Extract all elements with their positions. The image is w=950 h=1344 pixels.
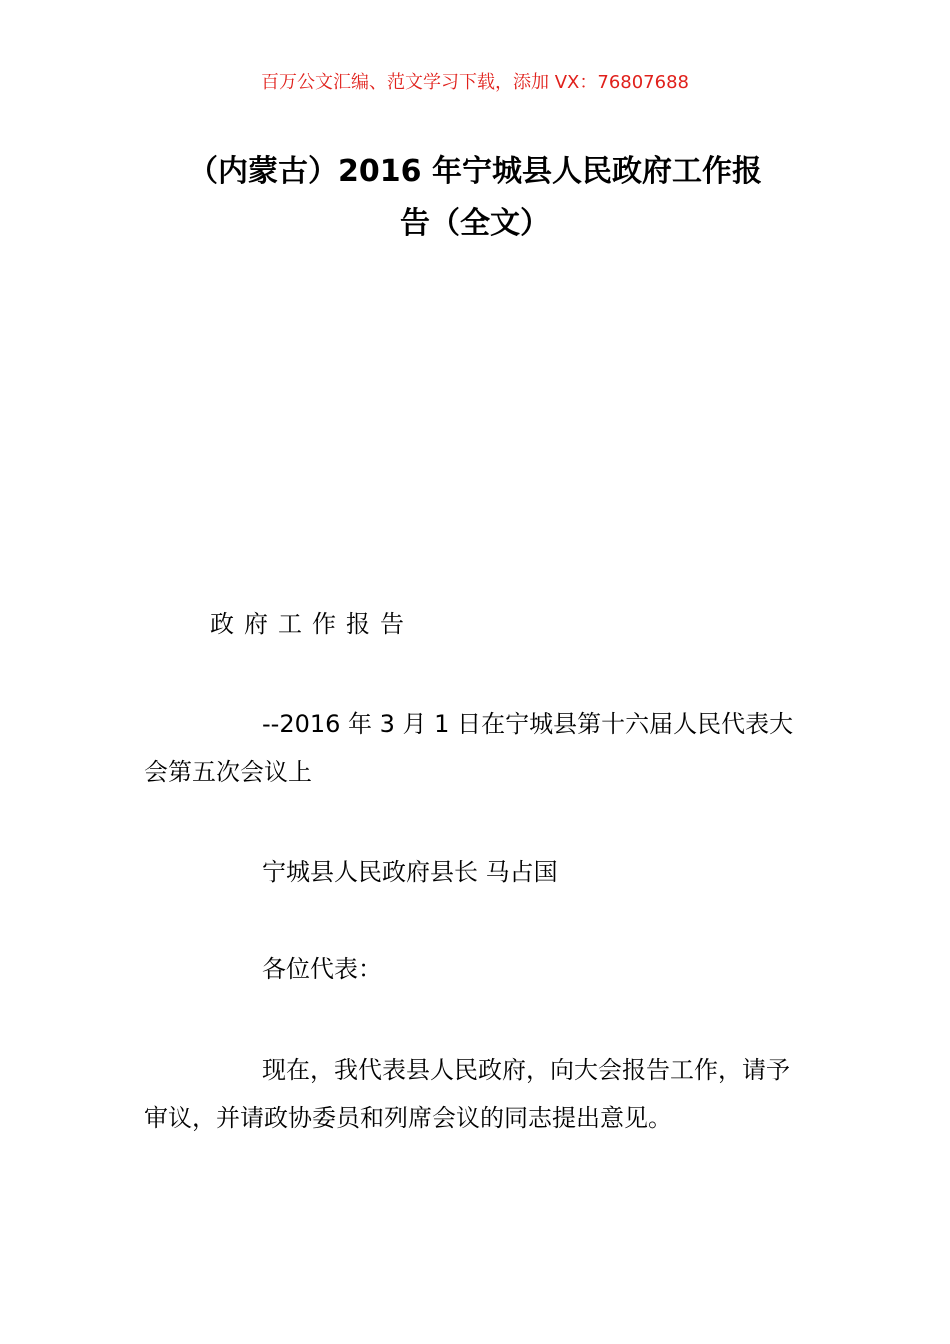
- promo-header-note: 百万公文汇编、范文学习下载，添加 VX：76807688: [261, 72, 689, 93]
- speaker-line: 宁城县人民政府县长 马占国: [262, 858, 558, 886]
- document-title: [130, 146, 820, 250]
- body-paragraph-1: 现在，我代表县人民政府，向大会报告工作，请予审议，并请政协委员和列席会议的同志提出意见。: [144, 1056, 790, 1132]
- salutation: 各位代表：: [262, 955, 382, 983]
- section-heading: 政府工作报告: [210, 610, 414, 638]
- title-line-1: （内蒙古）2016 年宁城县人民政府工作报: [188, 154, 762, 189]
- title-line-2: 告（全文）: [400, 206, 550, 241]
- dateline: --2016 年 3 月 1 日在宁城县第十六届人民代表大会第五次会议上: [144, 710, 794, 786]
